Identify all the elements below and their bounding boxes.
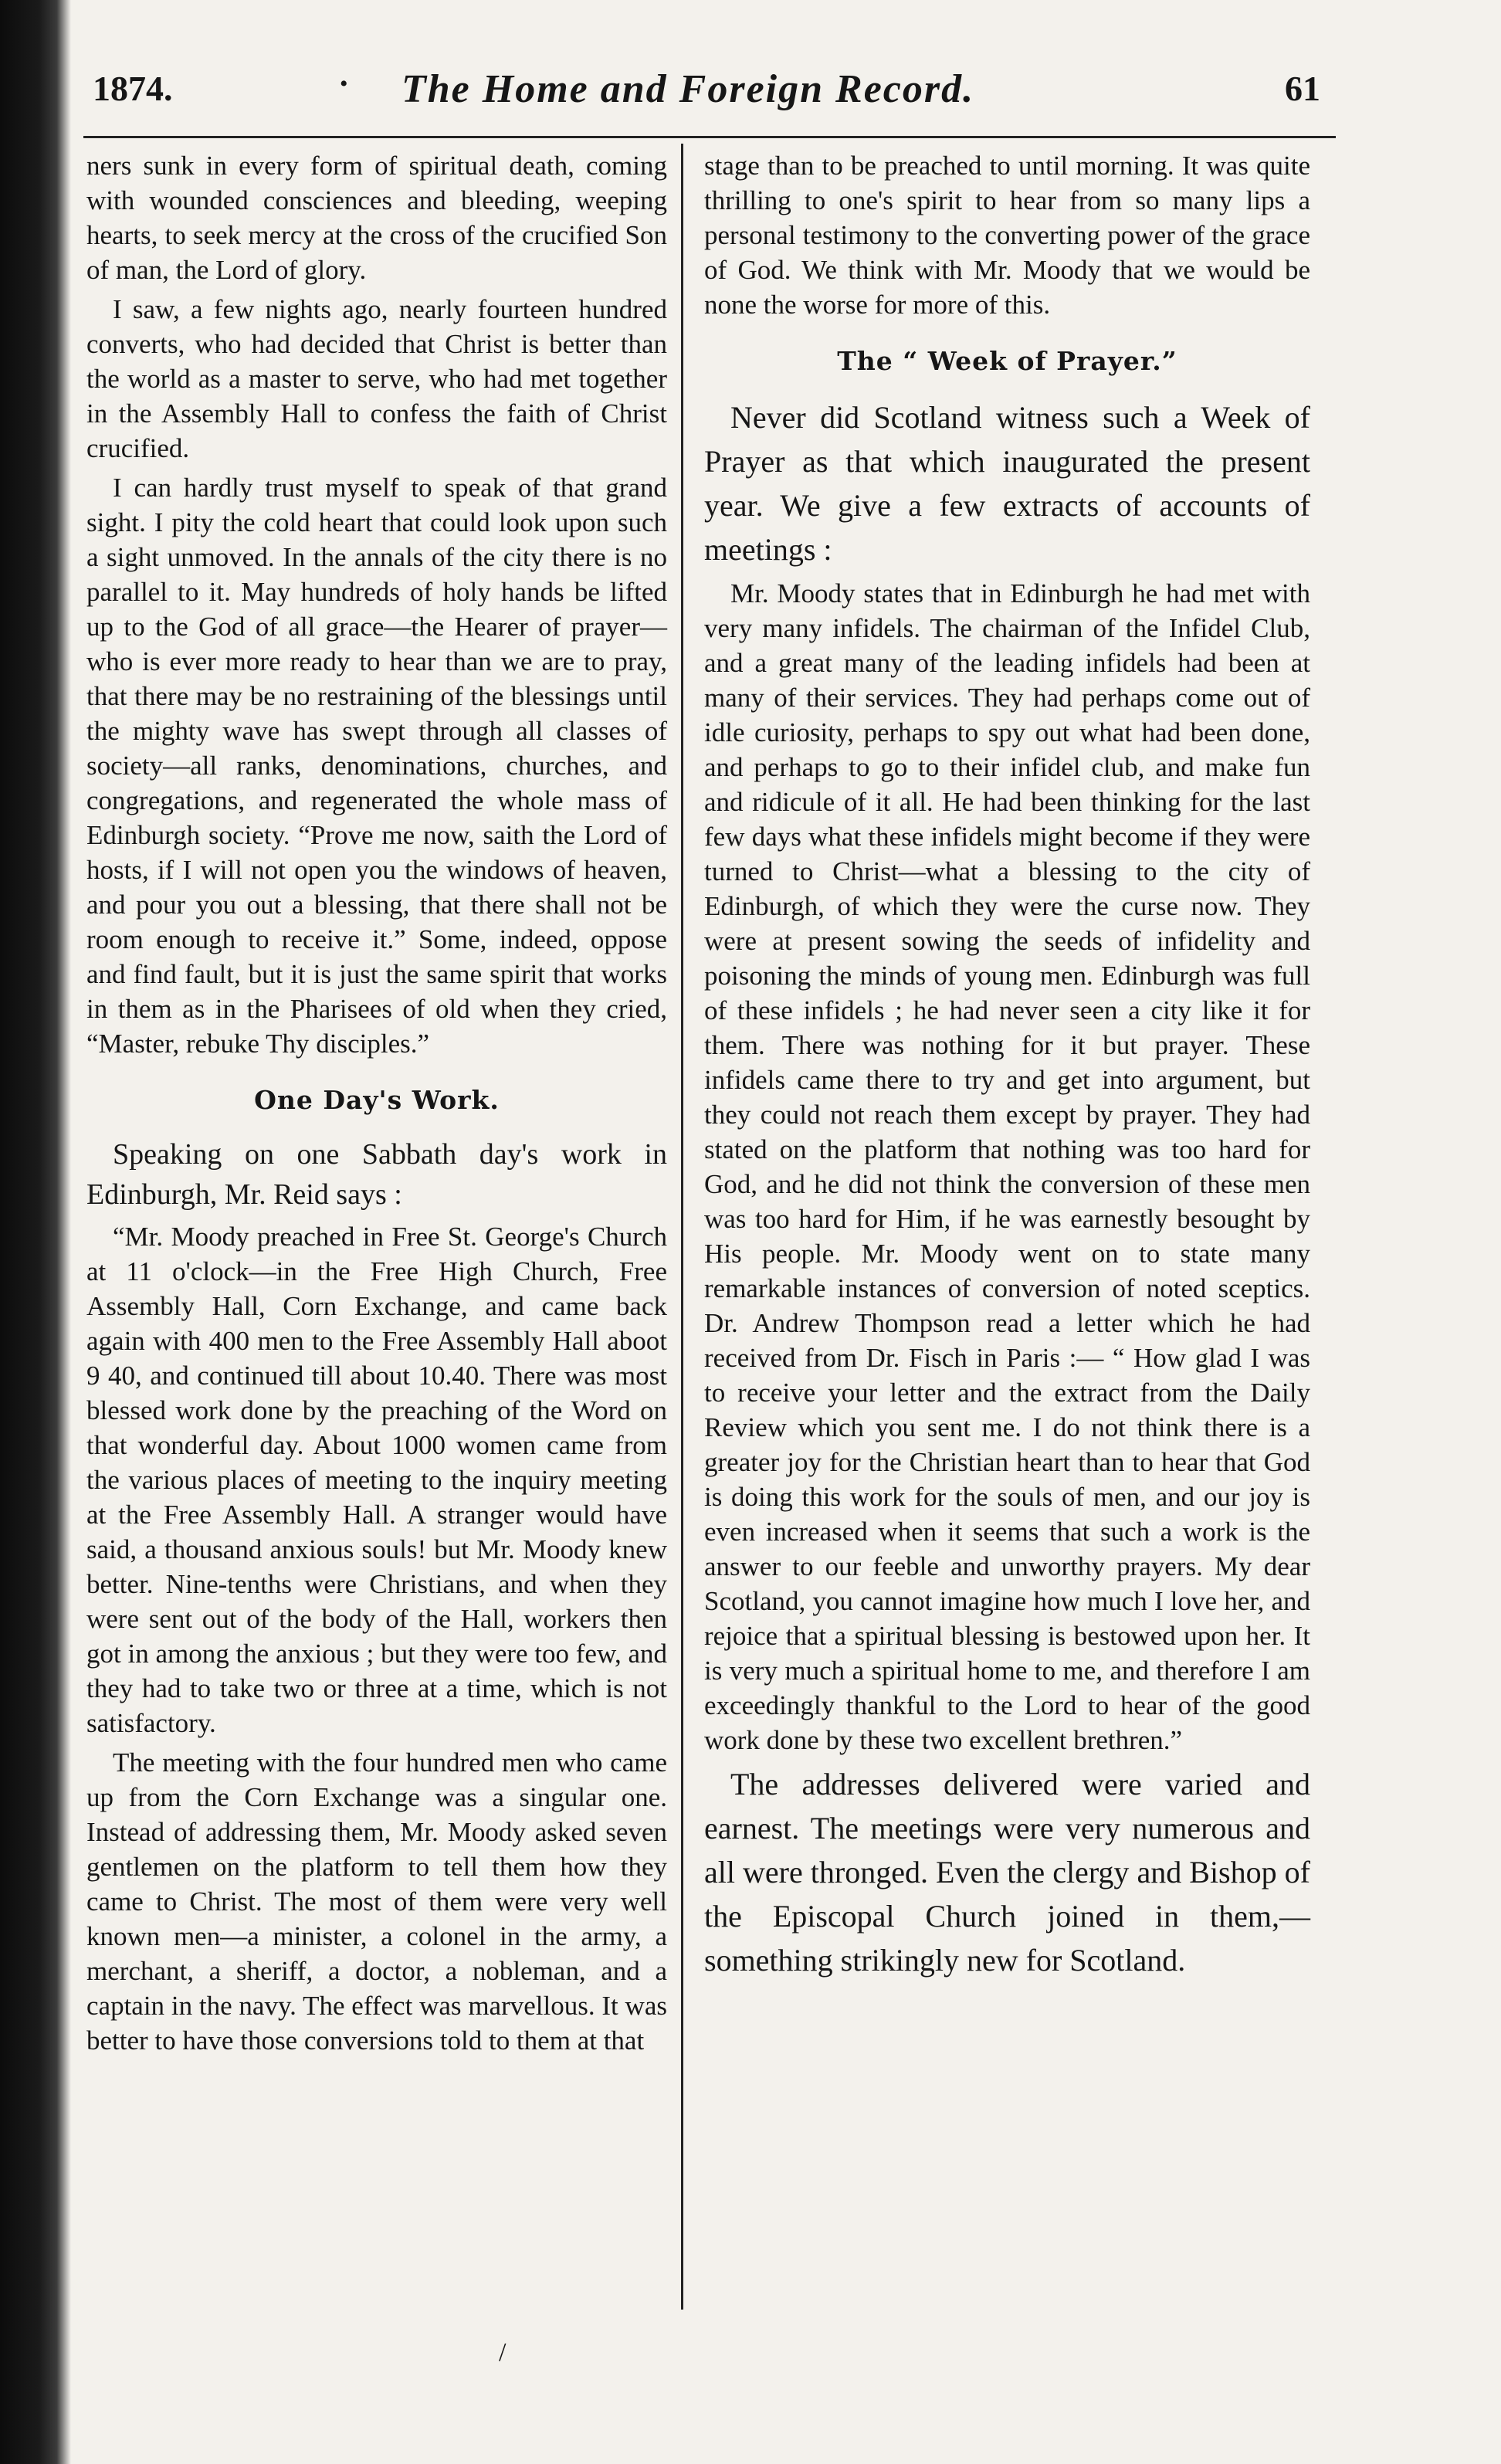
section-heading: The “ Week of Prayer.” [837, 346, 1177, 376]
footer-mark: / [499, 2338, 507, 2367]
paragraph: Never did Scotland witness such a Week of Prayer as that which inaugurated the present year. We give a few extracts of accounts of meetings : [704, 400, 1310, 567]
column-divider [681, 144, 683, 2310]
header-ornament: • [340, 71, 348, 97]
left-column [86, 148, 667, 2062]
publication-title: The Home and Foreign Record. [402, 67, 975, 111]
paragraph: Mr. Moody states that in Edinburgh he had met with very many infidels. The chairman of the Infidel Club, and a great many of the leading infidels had been at many of their services. They had perhaps come out of idle curiosity, perhaps to spy out what had been done, and perhaps to go to their infidel club, and make fun and ridicule of it all. He had been thinking for the last few days what these infidels might become if they were turned to Christ—what a blessing to the city of Edinburgh, of which they were the curse now. They were at present sowing the seeds of infidelity and poisoning the minds of young men. Edinburgh was full of these infidels ; he had never seen a city like it for them. There was nothing for it but prayer. These infidels came there to try and get into argument, but they could not reach them except by prayer. They had stated on the platform that nothing was too hard for God, and he did not think the conversion of these men was too hard for Him, if he was earnestly besought by His people. Mr. Moody went on to state many remarkable instances of conversion of noted sceptics. Dr. Andrew Thompson read a letter which he had received from Dr. Fisch in Paris :— “ How glad I was to receive your letter and the extract from the Daily Review which you sent me. I do not think there is a greater joy for the Christian heart than to hear that God is doing this work for the souls of men, and our joy is even increased when it seems that such a work is the answer to our feeble and unworthy prayers. My dear Scotland, you cannot imagine how much I love her, and rejoice that a spiritual blessing is bestowed upon her. It is very much a spiritual home to me, and therefore I am exceedingly thankful to the Lord to hear of the good work done by these two excellent brethren.” [704, 578, 1310, 1755]
header-year: 1874. [93, 69, 173, 108]
paragraph: stage than to be preached to until morning. It was quite thrilling to one's spirit to hear from so many lips a personal testimony to the converting power of the grace of God. We think with Mr. Moody that we would be none the worse for more of this. [704, 151, 1310, 320]
page-number: 61 [1285, 69, 1320, 108]
right-column [704, 148, 1310, 1987]
paragraph: The addresses delivered were varied and earnest. The meetings were very numerous and all were thronged. Even the clergy and Bishop of the Episcopal Church joined in them,—something strikingly new for Scotland. [704, 1767, 1310, 1978]
paragraph: “Mr. Moody preached in Free St. George's Church at 11 o'clock—in the Free High Church, Free Assembly Hall, Corn Exchange, and came back again with 400 men to the Free Assembly Hall aboot 9 40, and continued till about 10.40. There was most blessed work done by the preaching of the Word on that wonderful day. About 1000 women came from the various places of meeting to the inquiry meeting at the Free Assembly Hall. A stranger would have said, a thousand anxious souls! but Mr. Moody knew better. Nine-tenths were Christians, and when they were sent out of the body of the Hall, workers then got in among the anxious ; but they were too few, and they had to take two or three at a time, which is not satisfactory. [86, 1222, 668, 1738]
paragraph: The meeting with the four hundred men who came up from the Corn Exchange was a singular one. Instead of addressing them, Mr. Moody asked seven gentlemen on the platform to tell them how they came to Christ. The most of them were very well known men—a minister, a colonel in the army, a merchant, a sheriff, a doctor, a nobleman, and a captain in the navy. The effect was marvellous. It was better to have those conversions told to them at that [86, 1747, 667, 2056]
paragraph: I saw, a few nights ago, nearly fourteen hundred converts, who had decided that Christ is better than the world as a master to serve, who had met together in the Assembly Hall to confess the faith of Christ crucified. [86, 294, 667, 463]
paragraph: I can hardly trust myself to speak of that grand sight. I pity the cold heart that could look upon such a sight unmoved. In the annals of the city there is no parallel to it. May hundreds of holy hands be lifted up to the God of all grace—the Hearer of prayer—who is ever more ready to hear than we are to pray, that there may be no restraining of the blessings until the mighty wave has swept through all classes of society—all ranks, denominations, churches, and congregations, and regenerated the whole mass of Edinburgh society. “Prove me now, saith the Lord of hosts, if I will not open you the windows of heaven, and pour you out a blessing, that there shall not be room enough to receive it.” Some, indeed, oppose and find fault, but it is just the same spirit that works in them as in the Pharisees of old when they cried, “Master, rebuke Thy disciples.” [86, 473, 667, 1059]
paragraph: ners sunk in every form of spiritual death, coming with wounded consciences and bleeding, weeping hearts, to seek mercy at the cross of the crucified Son of man, the Lord of glory. [86, 151, 667, 285]
header-rule [83, 136, 1336, 138]
binding-spine [0, 0, 71, 2464]
running-header [93, 68, 1320, 122]
section-heading: One Day's Work. [254, 1085, 500, 1115]
paragraph: Speaking on one Sabbath day's work in Edinburgh, Mr. Reid says : [86, 1138, 667, 1211]
